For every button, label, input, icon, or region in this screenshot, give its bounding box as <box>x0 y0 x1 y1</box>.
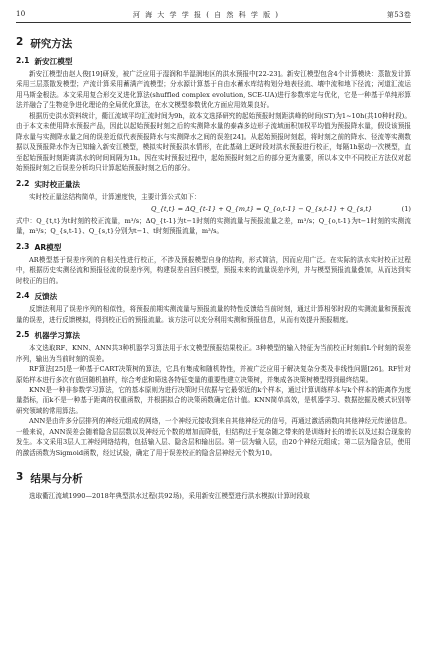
paragraph: 根据历史洪水资料统计，衢江流域平均汇流时间为9h，故本文选择研究的起始预报时刻距洪峰的时间(ST)为1~10h(共10种时段)。由于本文未使用降水预报产品，因此以起始预报时刻之后的实测降水量的泰森多边形子流域面积加权平均值为预报降水量，假设该预报降水量与实测降水量之间的误差近似代表预报降水与实测降水之间的误差[24]。从起始预报时刻起，将时刻之前的降水、径流等实测数据以及预报降水作为已知输入新安江模型，模拟实时预报洪水情形，在此基础上逐时段对洪水预报进行校正，每隔1h驱动一次模型，直至起始预报时刻距离洪水的时间间隔为1h。因在实时预报过程中，起始预报时刻之后的部分更为重要，所以本文中不同校正方法仅对起始预报时刻之后误差分析均只计算起始预报时刻之后的部分。 <box>16 111 411 173</box>
paragraph: 反馈法利用了误差序列的相似性，将预报前期实测流量与预报流量的特性反馈给当前时刻，通过计算相邻时段的实测流量和预报流量的误差，进行反馈模拟，得到校正后的预报流量。该方法可以充分利用实测和预报信息，从而有效提升预报精度。 <box>16 305 411 324</box>
equation-body: Q_{t,t} = ΔQ_{t-1} + Q_{m,t} = Q_{o,t-1} − Q_{s,t-1} + Q_{s,t} <box>151 204 373 213</box>
section-2-heading: 2 研究方法 <box>16 36 73 50</box>
subsection-2-1-heading: 2.1 新安江模型 <box>16 56 73 66</box>
paragraph: RF算法[25]是一种基于CART决策树的算法，它具有集成和随机特性，并被广泛应用于解决复杂分类及非线性问题[26]。RF针对原始样本进行多次有放回随机抽样，综合考虑和筛选各特征变量的重要性建立决策树，并集成各决策树模型得到最终结果。 <box>16 365 411 384</box>
paragraph: 实时校正量法结构简单，计算速度快，主要计算公式如下： <box>29 192 201 201</box>
section-3-heading: 3 结果与分析 <box>16 471 83 486</box>
running-header <box>16 10 411 23</box>
paragraph: 式中：Q_{t,t}为t时刻的校正流量，m³/s；ΔQ_{t-1}为t−1时刻的实测流量与预报流量之差，m³/s；Q_{o,t-1}为t−1时刻的实测流量，m³/s；Q_{s,t-1}、Q_{s,t}分别为t−1、t时刻预报流量，m³/s。 <box>16 216 411 236</box>
paragraph: 选取衢江流域1990—2018年典型洪水过程(共92场)，采用新安江模型进行洪水模拟(计算时段取 <box>29 492 310 501</box>
equation-number: (1) <box>401 204 411 213</box>
paragraph: 本文选取RF、KNN、ANN共3种机器学习算法用于水文模型预报结果校正。3种模型的输入特征为当前校正时刻前L个时刻的误差序列，输出为当前时刻的误差。 <box>16 344 411 363</box>
subsection-2-5-heading: 2.5 机器学习算法 <box>16 330 81 341</box>
paragraph: KNN是一种非参数学习算法，它的基本原则为进行决策时只依据与它最邻近的k个样本，通过计算训练样本与k个样本的距离作为度量指标，而k不是一种基于距离的权重函数，并根据拟合的决策函数确定估计值。KNN简单高效，是机器学习、数据挖掘及模式识别等研究领域的常用算法。 <box>16 385 411 415</box>
subsection-2-2-heading: 2.2 实时校正量法 <box>16 178 81 189</box>
subsection-2-4-heading: 2.4 反馈法 <box>16 291 58 302</box>
equation-1 <box>16 202 411 216</box>
page-number: 10 <box>16 10 26 18</box>
volume-number: 第53卷 <box>386 11 411 19</box>
paragraph: AR模型基于误差序列的自相关性进行校正，不涉及预报模型自身的结构，形式简洁，因而应用广泛。在实际的洪水实时校正过程中，根据历史实测径流和预报径流的误差序列，构建误差自回归模型，预报未来的流量误差序列，并与模型预报流量叠加，从而达到实时校正的目的。 <box>16 255 411 285</box>
paragraph: ANN是由许多分层排列的神经元组成的网络，一个神经元接收到来自其他神经元的信号，再通过激活函数向其他神经元传递信息。一般来说，ANN误差会随着隐含层层数以及神经元个数的增加而降低，但结构过于复杂随之带来的是训练时长的增长以及过拟合现象的发生。本文采用3层人工神经网络结构，包括输入层、隐含层和输出层。第一层为输入层，由20个神经元组成；第二层为隐含层，使用的激活函数为Sigmoid函数，经过试验，确定了用于误差校正的隐含层神经元个数为10。 <box>16 417 411 457</box>
subsection-2-3-heading: 2.3 AR模型 <box>16 241 62 252</box>
paragraph: 新安江模型由赵人俊[19]研发，被广泛应用于湿润和半湿润地区的洪水预报中[22-23]。新安江模型包含4个计算模块：蒸散发计算采用三层蒸散发模型；产流计算采用蓄满产流模型；分水源计算基于自由水蓄水库结构划分地表径流、壤中流和地下径流；河道汇流运用马斯金根法。本文采用复合形交叉进化算法(shuffled complex evolution, SCE-UA)进行参数率定与优化，它是一种基于单纯形算法并融合了生物竞争进化理论的全局优化算法，在水文模型参数优化方面应用效果良好。 <box>16 70 411 110</box>
journal-title: 河 海 大 学 学 报 ( 自 然 科 学 版 ) <box>132 11 280 19</box>
